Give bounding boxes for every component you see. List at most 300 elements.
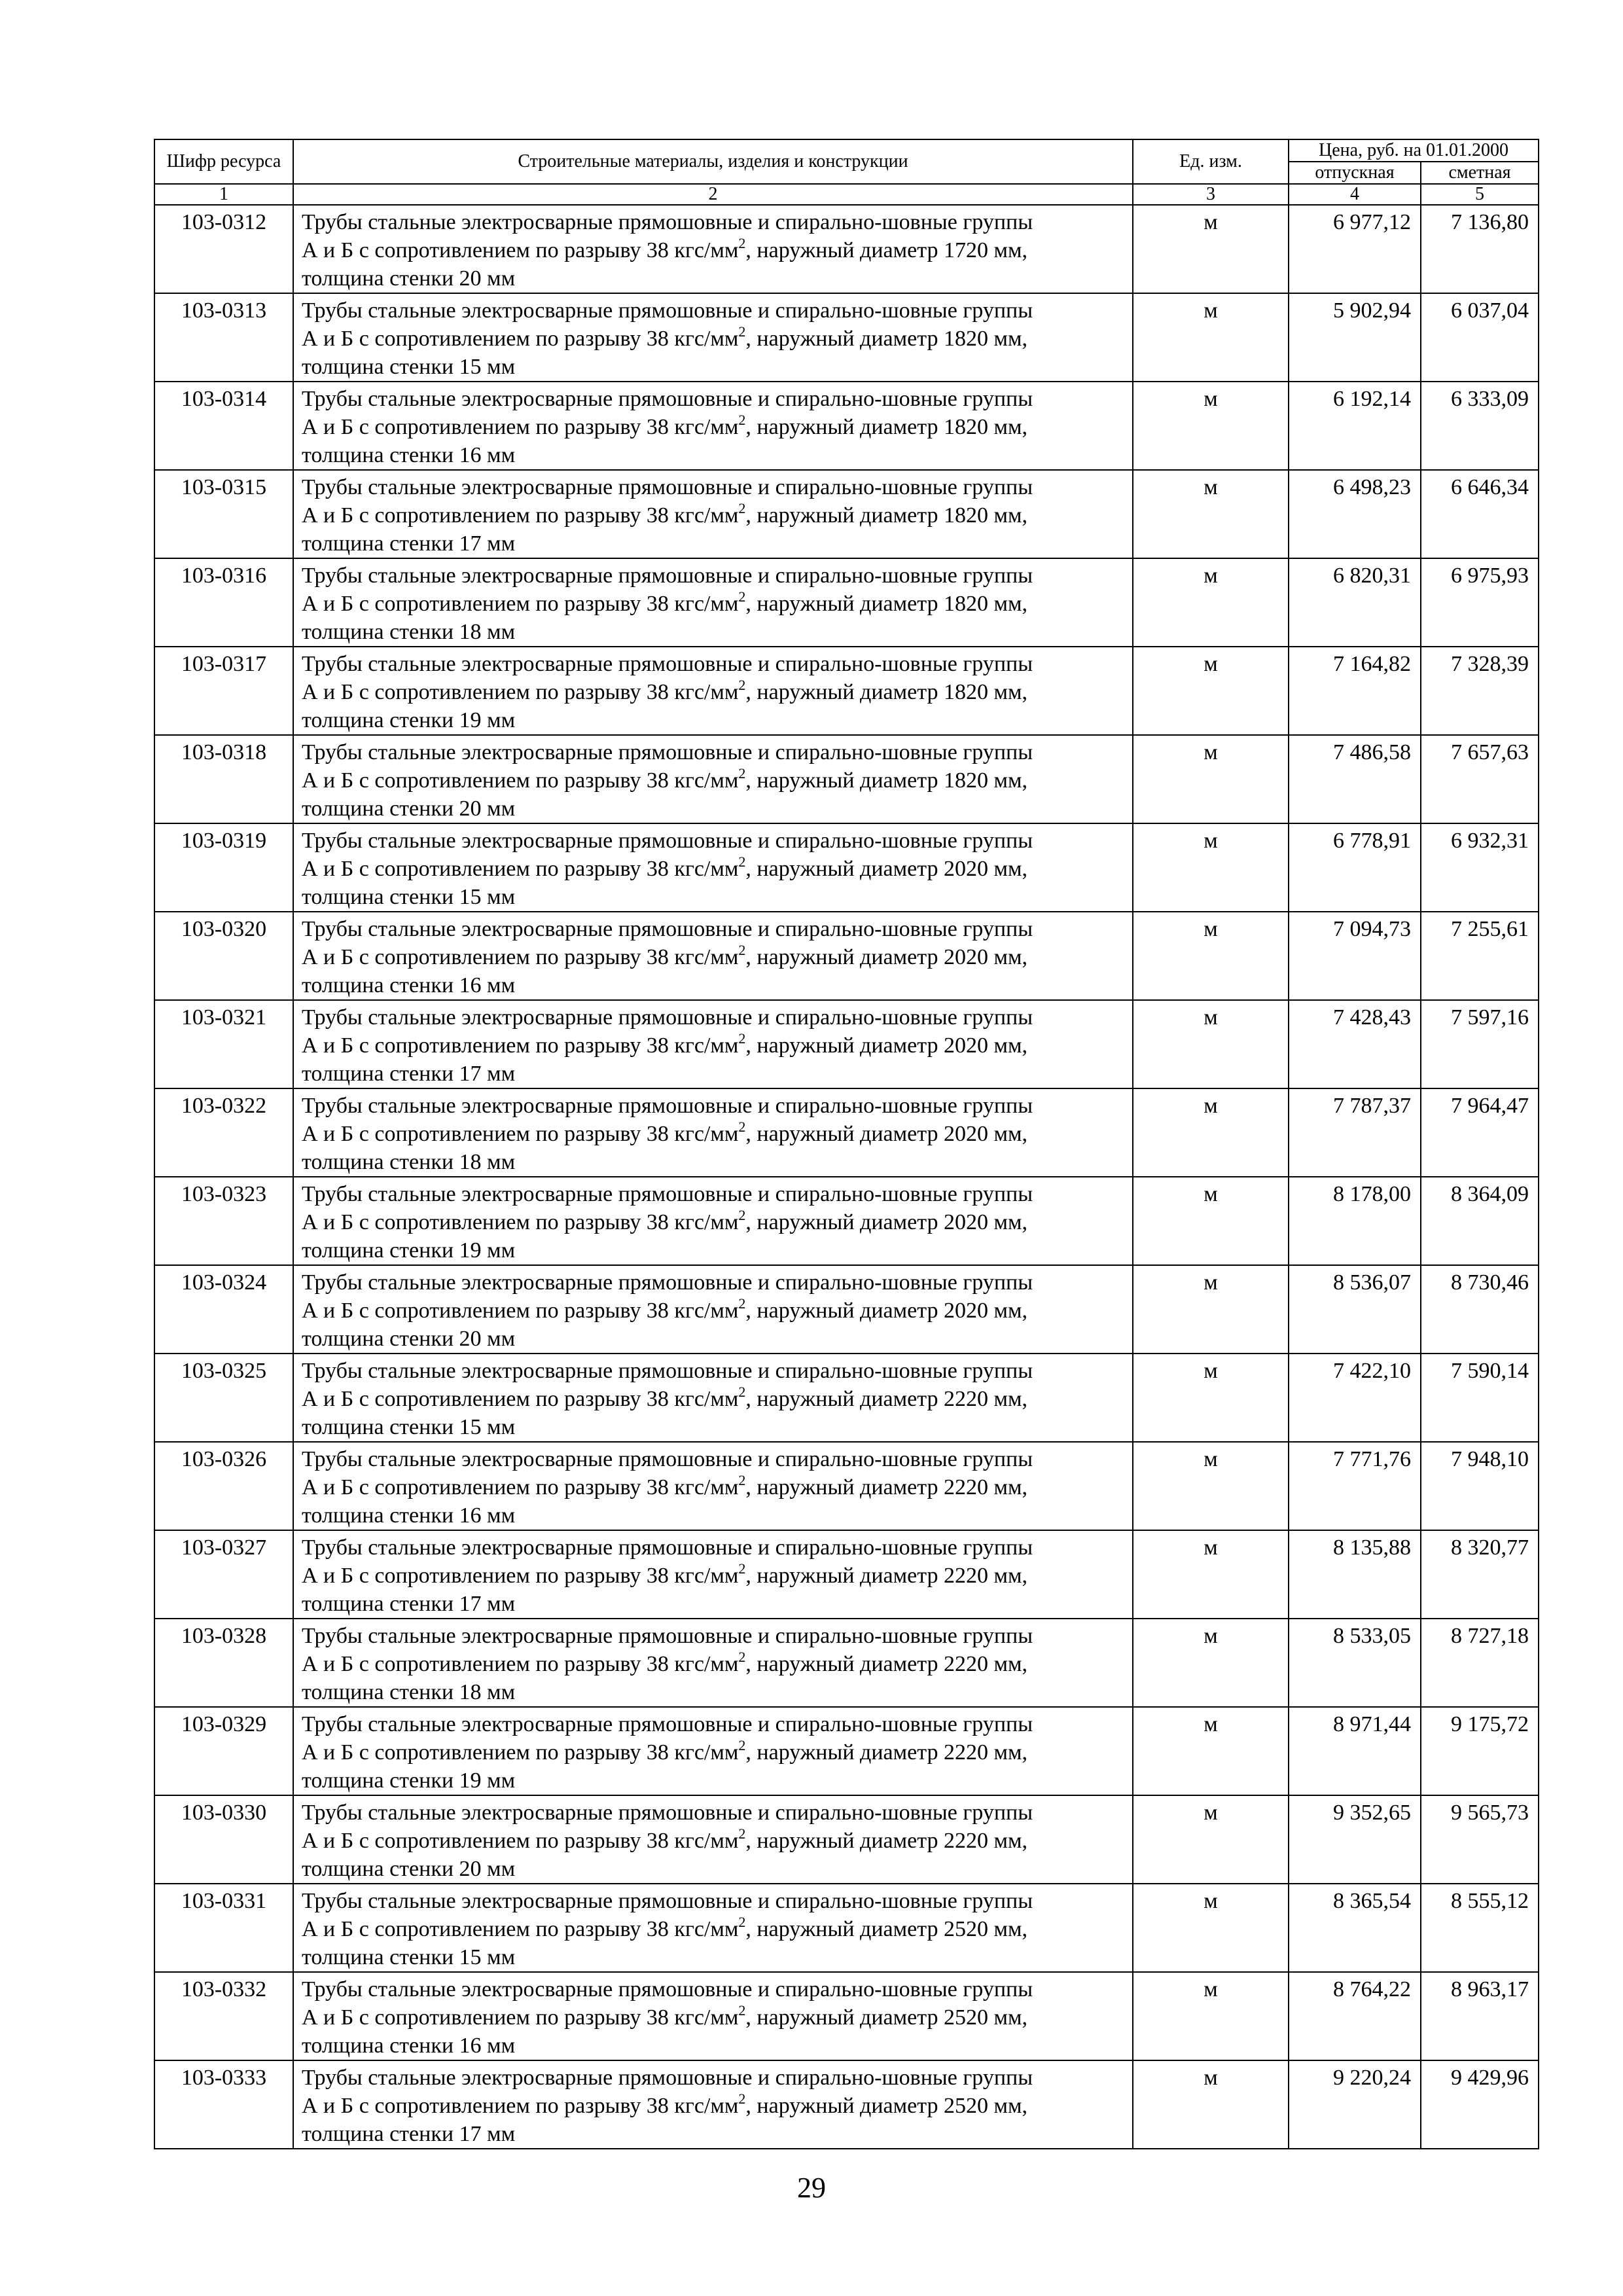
outer-diameter: 1820	[944, 415, 988, 439]
unit-of-measure: м	[1133, 823, 1289, 912]
diameter-prefix: , наружный диаметр	[745, 1299, 944, 1323]
resource-code: 103-0332	[154, 1972, 293, 2060]
wall-suffix: мм	[481, 1592, 516, 1616]
column-number: 5	[1421, 184, 1539, 205]
wall-suffix: мм	[481, 1503, 516, 1528]
outer-diameter: 2220	[944, 1564, 988, 1588]
description-line-2: А и Б с сопротивлением по разрыву 38 кгс/мм	[302, 327, 739, 351]
resource-code: 103-0326	[154, 1442, 293, 1530]
material-description	[293, 1265, 1133, 1354]
mm-suffix: мм,	[988, 1033, 1028, 1058]
wall-thickness: 18	[459, 1680, 482, 1704]
price-table-sheet	[154, 139, 1538, 2149]
release-price: 6 820,31	[1289, 558, 1421, 647]
outer-diameter: 2020	[944, 857, 988, 881]
outer-diameter: 2520	[944, 2005, 988, 2030]
release-price: 7 422,10	[1289, 1354, 1421, 1442]
diameter-prefix: , наружный диаметр	[745, 415, 944, 439]
mm-suffix: мм,	[988, 1652, 1028, 1676]
wall-prefix: толщина стенки	[302, 531, 459, 556]
wall-suffix: мм	[481, 1945, 516, 1969]
wall-suffix: мм	[481, 620, 516, 644]
description-line-2: А и Б с сопротивлением по разрыву 38 кгс/мм	[302, 1564, 739, 1588]
description-line-2: А и Б с сопротивлением по разрыву 38 кгс/мм	[302, 1829, 739, 1853]
wall-thickness: 19	[459, 708, 482, 732]
wall-suffix: мм	[481, 1327, 516, 1351]
mm-suffix: мм,	[988, 2005, 1028, 2030]
wall-thickness: 15	[459, 355, 482, 379]
diameter-prefix: , наружный диаметр	[745, 2094, 944, 2118]
diameter-prefix: , наружный диаметр	[745, 1387, 944, 1411]
header-release-price: отпускная	[1289, 162, 1421, 184]
wall-suffix: мм	[481, 1150, 516, 1174]
unit-of-measure: м	[1133, 2060, 1289, 2149]
description-line-2: А и Б с сопротивлением по разрыву 38 кгс/мм	[302, 1652, 739, 1676]
wall-thickness: 20	[459, 1327, 482, 1351]
estimate-price: 8 963,17	[1421, 1972, 1539, 2060]
estimate-price: 7 136,80	[1421, 205, 1539, 293]
superscript-two: 2	[738, 853, 746, 870]
estimate-price: 7 255,61	[1421, 912, 1539, 1000]
superscript-two: 2	[738, 1560, 746, 1577]
column-number: 1	[154, 184, 293, 205]
release-price: 8 135,88	[1289, 1530, 1421, 1619]
superscript-two: 2	[738, 235, 746, 251]
material-description	[293, 1000, 1133, 1088]
outer-diameter: 1820	[944, 768, 988, 793]
estimate-price: 6 333,09	[1421, 382, 1539, 470]
description-line-2: А и Б с сопротивлением по разрыву 38 кгс/мм	[302, 1917, 739, 1941]
release-price: 7 094,73	[1289, 912, 1421, 1000]
table-row	[154, 912, 1539, 1000]
release-price: 6 778,91	[1289, 823, 1421, 912]
description-line-2: А и Б с сопротивлением по разрыву 38 кгс/мм	[302, 238, 739, 262]
table-row	[154, 1795, 1539, 1884]
estimate-price: 7 657,63	[1421, 735, 1539, 823]
wall-prefix: толщина стенки	[302, 708, 459, 732]
price-table-body	[154, 205, 1539, 2149]
diameter-prefix: , наружный диаметр	[745, 680, 944, 704]
release-price: 8 533,05	[1289, 1619, 1421, 1707]
header-estimate-price: сметная	[1421, 162, 1539, 184]
page-number: 29	[797, 2172, 826, 2204]
material-description	[293, 470, 1133, 558]
release-price: 7 486,58	[1289, 735, 1421, 823]
wall-thickness: 18	[459, 1150, 482, 1174]
material-description	[293, 823, 1133, 912]
superscript-two: 2	[738, 2090, 746, 2107]
table-row	[154, 205, 1539, 293]
superscript-two: 2	[738, 588, 746, 605]
description-line-2: А и Б с сопротивлением по разрыву 38 кгс/мм	[302, 2005, 739, 2030]
superscript-two: 2	[738, 1119, 746, 1135]
estimate-price: 8 730,46	[1421, 1265, 1539, 1354]
diameter-prefix: , наружный диаметр	[745, 1475, 944, 1499]
resource-code: 103-0325	[154, 1354, 293, 1442]
wall-prefix: толщина стенки	[302, 1857, 459, 1881]
unit-of-measure: м	[1133, 647, 1289, 735]
wall-suffix: мм	[481, 797, 516, 821]
outer-diameter: 1820	[944, 327, 988, 351]
price-table	[154, 139, 1539, 2149]
unit-of-measure: м	[1133, 1795, 1289, 1884]
wall-thickness: 15	[459, 885, 482, 909]
wall-suffix: мм	[481, 708, 516, 732]
material-description	[293, 2060, 1133, 2149]
wall-thickness: 17	[459, 1592, 482, 1616]
unit-of-measure: м	[1133, 1619, 1289, 1707]
material-description	[293, 1619, 1133, 1707]
description-line-2: А и Б с сопротивлением по разрыву 38 кгс/мм	[302, 945, 739, 969]
wall-prefix: толщина стенки	[302, 1768, 459, 1793]
release-price: 8 536,07	[1289, 1265, 1421, 1354]
description-line-2: А и Б с сопротивлением по разрыву 38 кгс/мм	[302, 1740, 739, 1765]
estimate-price: 9 175,72	[1421, 1707, 1539, 1795]
estimate-price: 8 727,18	[1421, 1619, 1539, 1707]
release-price: 7 771,76	[1289, 1442, 1421, 1530]
resource-code: 103-0317	[154, 647, 293, 735]
resource-code: 103-0329	[154, 1707, 293, 1795]
outer-diameter: 2020	[944, 1122, 988, 1146]
wall-prefix: толщина стенки	[302, 1592, 459, 1616]
release-price: 7 787,37	[1289, 1088, 1421, 1177]
superscript-two: 2	[738, 677, 746, 693]
description-line-2: А и Б с сопротивлением по разрыву 38 кгс/мм	[302, 1210, 739, 1234]
unit-of-measure: м	[1133, 1265, 1289, 1354]
diameter-prefix: , наружный диаметр	[745, 1033, 944, 1058]
resource-code: 103-0333	[154, 2060, 293, 2149]
wall-prefix: толщина стенки	[302, 1680, 459, 1704]
wall-suffix: мм	[481, 443, 516, 467]
mm-suffix: мм,	[988, 1210, 1028, 1234]
estimate-price: 8 320,77	[1421, 1530, 1539, 1619]
outer-diameter: 2220	[944, 1829, 988, 1853]
mm-suffix: мм,	[988, 1829, 1028, 1853]
table-row	[154, 1000, 1539, 1088]
resource-code: 103-0323	[154, 1177, 293, 1265]
estimate-price: 7 590,14	[1421, 1354, 1539, 1442]
superscript-two: 2	[738, 323, 746, 340]
wall-thickness: 16	[459, 443, 482, 467]
unit-of-measure: м	[1133, 205, 1289, 293]
superscript-two: 2	[738, 1384, 746, 1400]
release-price: 7 428,43	[1289, 1000, 1421, 1088]
release-price: 9 352,65	[1289, 1795, 1421, 1884]
outer-diameter: 1820	[944, 680, 988, 704]
outer-diameter: 2220	[944, 1475, 988, 1499]
table-row	[154, 382, 1539, 470]
release-price: 6 977,12	[1289, 205, 1421, 293]
wall-prefix: толщина стенки	[302, 1238, 459, 1263]
wall-prefix: толщина стенки	[302, 1415, 459, 1439]
superscript-two: 2	[738, 1825, 746, 1842]
description-line-2: А и Б с сопротивлением по разрыву 38 кгс/мм	[302, 1033, 739, 1058]
table-row	[154, 1442, 1539, 1530]
header-price-date: Цена, руб. на 01.01.2000	[1289, 139, 1539, 162]
material-description	[293, 912, 1133, 1000]
wall-thickness: 17	[459, 531, 482, 556]
resource-code: 103-0330	[154, 1795, 293, 1884]
resource-code: 103-0319	[154, 823, 293, 912]
mm-suffix: мм,	[988, 680, 1028, 704]
diameter-prefix: , наружный диаметр	[745, 857, 944, 881]
description-line-2: А и Б с сопротивлением по разрыву 38 кгс/мм	[302, 1475, 739, 1499]
description-line-1: Трубы стальные электросварные прямошовные и спирально-шовные группы	[302, 1447, 1033, 1471]
outer-diameter: 1820	[944, 503, 988, 528]
diameter-prefix: , наружный диаметр	[745, 1564, 944, 1588]
mm-suffix: мм,	[988, 1299, 1028, 1323]
wall-thickness: 15	[459, 1945, 482, 1969]
resource-code: 103-0318	[154, 735, 293, 823]
release-price: 7 164,82	[1289, 647, 1421, 735]
unit-of-measure: м	[1133, 735, 1289, 823]
superscript-two: 2	[738, 1207, 746, 1223]
description-line-1: Трубы стальные электросварные прямошовные и спирально-шовные группы	[302, 1535, 1033, 1560]
diameter-prefix: , наружный диаметр	[745, 238, 944, 262]
release-price: 8 178,00	[1289, 1177, 1421, 1265]
wall-thickness: 18	[459, 620, 482, 644]
outer-diameter: 2020	[944, 1033, 988, 1058]
description-line-1: Трубы стальные электросварные прямошовные и спирально-шовные группы	[302, 475, 1033, 499]
superscript-two: 2	[738, 1737, 746, 1753]
wall-thickness: 16	[459, 2034, 482, 2058]
description-line-1: Трубы стальные электросварные прямошовные и спирально-шовные группы	[302, 829, 1033, 853]
unit-of-measure: м	[1133, 1177, 1289, 1265]
mm-suffix: мм,	[988, 945, 1028, 969]
unit-of-measure: м	[1133, 382, 1289, 470]
outer-diameter: 2020	[944, 1210, 988, 1234]
mm-suffix: мм,	[988, 327, 1028, 351]
wall-suffix: мм	[481, 1768, 516, 1793]
resource-code: 103-0313	[154, 293, 293, 382]
superscript-two: 2	[738, 500, 746, 516]
wall-thickness: 20	[459, 1857, 482, 1881]
resource-code: 103-0324	[154, 1265, 293, 1354]
description-line-1: Трубы стальные электросварные прямошовные и спирально-шовные группы	[302, 1270, 1033, 1295]
diameter-prefix: , наружный диаметр	[745, 768, 944, 793]
mm-suffix: мм,	[988, 1564, 1028, 1588]
description-line-2: А и Б с сопротивлением по разрыву 38 кгс/мм	[302, 415, 739, 439]
wall-thickness: 15	[459, 1415, 482, 1439]
wall-suffix: мм	[481, 266, 516, 291]
wall-suffix: мм	[481, 1415, 516, 1439]
outer-diameter: 1820	[944, 592, 988, 616]
material-description	[293, 1088, 1133, 1177]
diameter-prefix: , наружный диаметр	[745, 1740, 944, 1765]
description-line-1: Трубы стальные электросварные прямошовные и спирально-шовные группы	[302, 1359, 1033, 1383]
column-number: 2	[293, 184, 1133, 205]
wall-suffix: мм	[481, 1857, 516, 1881]
wall-suffix: мм	[481, 355, 516, 379]
table-row	[154, 1177, 1539, 1265]
release-price: 5 902,94	[1289, 293, 1421, 382]
resource-code: 103-0322	[154, 1088, 293, 1177]
material-description	[293, 1707, 1133, 1795]
wall-thickness: 17	[459, 2122, 482, 2146]
wall-suffix: мм	[481, 1238, 516, 1263]
diameter-prefix: , наружный диаметр	[745, 2005, 944, 2030]
estimate-price: 9 565,73	[1421, 1795, 1539, 1884]
material-description	[293, 1884, 1133, 1972]
description-line-1: Трубы стальные электросварные прямошовные и спирально-шовные группы	[302, 1801, 1033, 1825]
description-line-1: Трубы стальные электросварные прямошовные и спирально-шовные группы	[302, 2066, 1033, 2090]
description-line-1: Трубы стальные электросварные прямошовные и спирально-шовные группы	[302, 652, 1033, 676]
estimate-price: 8 364,09	[1421, 1177, 1539, 1265]
mm-suffix: мм,	[988, 1387, 1028, 1411]
description-line-1: Трубы стальные электросварные прямошовные и спирально-шовные группы	[302, 1624, 1033, 1648]
table-row	[154, 558, 1539, 647]
unit-of-measure: м	[1133, 1354, 1289, 1442]
release-price: 6 192,14	[1289, 382, 1421, 470]
wall-prefix: толщина стенки	[302, 1062, 459, 1086]
wall-prefix: толщина стенки	[302, 443, 459, 467]
estimate-price: 6 646,34	[1421, 470, 1539, 558]
wall-prefix: толщина стенки	[302, 620, 459, 644]
table-row	[154, 1354, 1539, 1442]
description-line-1: Трубы стальные электросварные прямошовные и спирально-шовные группы	[302, 1889, 1033, 1913]
diameter-prefix: , наружный диаметр	[745, 1917, 944, 1941]
description-line-1: Трубы стальные электросварные прямошовные и спирально-шовные группы	[302, 564, 1033, 588]
wall-suffix: мм	[481, 1680, 516, 1704]
mm-suffix: мм,	[988, 503, 1028, 528]
unit-of-measure: м	[1133, 912, 1289, 1000]
table-row	[154, 1265, 1539, 1354]
mm-suffix: мм,	[988, 415, 1028, 439]
wall-prefix: толщина стенки	[302, 797, 459, 821]
material-description	[293, 1530, 1133, 1619]
material-description	[293, 293, 1133, 382]
release-price: 6 498,23	[1289, 470, 1421, 558]
description-line-2: А и Б с сопротивлением по разрыву 38 кгс/мм	[302, 1299, 739, 1323]
unit-of-measure: м	[1133, 293, 1289, 382]
table-row	[154, 1088, 1539, 1177]
outer-diameter: 2220	[944, 1740, 988, 1765]
resource-code: 103-0316	[154, 558, 293, 647]
wall-suffix: мм	[481, 531, 516, 556]
description-line-1: Трубы стальные электросварные прямошовные и спирально-шовные группы	[302, 1977, 1033, 2001]
description-line-2: А и Б с сопротивлением по разрыву 38 кгс/мм	[302, 503, 739, 528]
unit-of-measure: м	[1133, 1442, 1289, 1530]
description-line-2: А и Б с сопротивлением по разрыву 38 кгс/мм	[302, 1387, 739, 1411]
table-row	[154, 470, 1539, 558]
description-line-1: Трубы стальные электросварные прямошовные и спирально-шовные группы	[302, 298, 1033, 323]
superscript-two: 2	[738, 1472, 746, 1488]
superscript-two: 2	[738, 2002, 746, 2018]
unit-of-measure: м	[1133, 1884, 1289, 1972]
diameter-prefix: , наружный диаметр	[745, 1122, 944, 1146]
material-description	[293, 1795, 1133, 1884]
wall-prefix: толщина стенки	[302, 1503, 459, 1528]
description-line-1: Трубы стальные электросварные прямошовные и спирально-шовные группы	[302, 917, 1033, 941]
header-unit: Ед. изм.	[1133, 139, 1289, 184]
superscript-two: 2	[738, 1030, 746, 1047]
description-line-2: А и Б с сопротивлением по разрыву 38 кгс/мм	[302, 2094, 739, 2118]
resource-code: 103-0312	[154, 205, 293, 293]
unit-of-measure: м	[1133, 1000, 1289, 1088]
material-description	[293, 1354, 1133, 1442]
table-row	[154, 647, 1539, 735]
mm-suffix: мм,	[988, 768, 1028, 793]
mm-suffix: мм,	[988, 1475, 1028, 1499]
release-price: 8 764,22	[1289, 1972, 1421, 2060]
wall-thickness: 19	[459, 1238, 482, 1263]
mm-suffix: мм,	[988, 857, 1028, 881]
description-line-2: А и Б с сопротивлением по разрыву 38 кгс/мм	[302, 768, 739, 793]
diameter-prefix: , наружный диаметр	[745, 327, 944, 351]
diameter-prefix: , наружный диаметр	[745, 1652, 944, 1676]
column-number: 4	[1289, 184, 1421, 205]
table-row	[154, 293, 1539, 382]
description-line-1: Трубы стальные электросварные прямошовные и спирально-шовные группы	[302, 740, 1033, 764]
table-row	[154, 735, 1539, 823]
mm-suffix: мм,	[988, 1740, 1028, 1765]
wall-prefix: толщина стенки	[302, 973, 459, 997]
material-description	[293, 647, 1133, 735]
estimate-price: 6 932,31	[1421, 823, 1539, 912]
unit-of-measure: м	[1133, 1088, 1289, 1177]
material-description	[293, 1972, 1133, 2060]
estimate-price: 6 037,04	[1421, 293, 1539, 382]
wall-thickness: 16	[459, 1503, 482, 1528]
wall-thickness: 16	[459, 973, 482, 997]
material-description	[293, 735, 1133, 823]
resource-code: 103-0321	[154, 1000, 293, 1088]
unit-of-measure: м	[1133, 1530, 1289, 1619]
material-description	[293, 1442, 1133, 1530]
estimate-price: 7 597,16	[1421, 1000, 1539, 1088]
resource-code: 103-0314	[154, 382, 293, 470]
release-price: 8 971,44	[1289, 1707, 1421, 1795]
resource-code: 103-0331	[154, 1884, 293, 1972]
estimate-price: 6 975,93	[1421, 558, 1539, 647]
wall-suffix: мм	[481, 1062, 516, 1086]
description-line-1: Трубы стальные электросварные прямошовные и спирально-шовные группы	[302, 1712, 1033, 1736]
superscript-two: 2	[738, 1914, 746, 1930]
superscript-two: 2	[738, 765, 746, 781]
unit-of-measure: м	[1133, 1972, 1289, 2060]
unit-of-measure: м	[1133, 1707, 1289, 1795]
material-description	[293, 382, 1133, 470]
description-line-1: Трубы стальные электросварные прямошовные и спирально-шовные группы	[302, 1182, 1033, 1206]
description-line-2: А и Б с сопротивлением по разрыву 38 кгс/мм	[302, 680, 739, 704]
wall-suffix: мм	[481, 885, 516, 909]
description-line-2: А и Б с сопротивлением по разрыву 38 кгс/мм	[302, 592, 739, 616]
outer-diameter: 2520	[944, 1917, 988, 1941]
wall-thickness: 19	[459, 1768, 482, 1793]
outer-diameter: 2020	[944, 945, 988, 969]
table-row	[154, 1619, 1539, 1707]
description-line-1: Трубы стальные электросварные прямошовные и спирально-шовные группы	[302, 210, 1033, 234]
description-line-1: Трубы стальные электросварные прямошовные и спирально-шовные группы	[302, 1005, 1033, 1030]
unit-of-measure: м	[1133, 470, 1289, 558]
superscript-two: 2	[738, 1295, 746, 1312]
material-description	[293, 205, 1133, 293]
wall-suffix: мм	[481, 973, 516, 997]
outer-diameter: 2520	[944, 2094, 988, 2118]
superscript-two: 2	[738, 412, 746, 428]
release-price: 8 365,54	[1289, 1884, 1421, 1972]
table-row	[154, 2060, 1539, 2149]
diameter-prefix: , наружный диаметр	[745, 503, 944, 528]
header-material-name: Строительные материалы, изделия и конструкции	[293, 139, 1133, 184]
mm-suffix: мм,	[988, 238, 1028, 262]
wall-thickness: 20	[459, 797, 482, 821]
diameter-prefix: , наружный диаметр	[745, 592, 944, 616]
estimate-price: 7 948,10	[1421, 1442, 1539, 1530]
release-price: 9 220,24	[1289, 2060, 1421, 2149]
column-number: 3	[1133, 184, 1289, 205]
wall-prefix: толщина стенки	[302, 2034, 459, 2058]
